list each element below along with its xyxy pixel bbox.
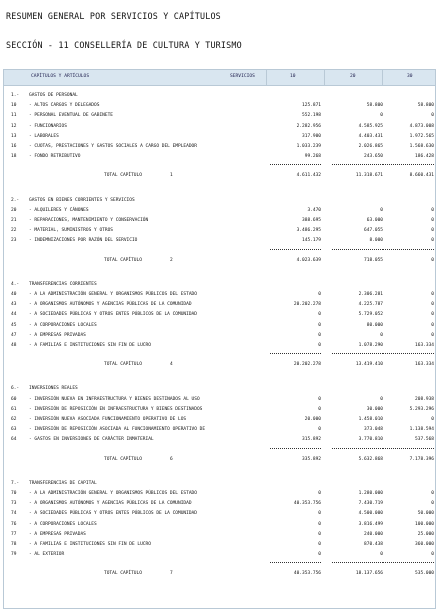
article-code: 43 [11, 302, 17, 308]
value-service-30: 25.000 [417, 531, 434, 537]
value-service-20: 30.000 [366, 406, 383, 412]
table-row [4, 415, 435, 425]
total-separator [4, 448, 435, 450]
article-code: 74 [11, 511, 17, 517]
header-divider [324, 70, 325, 85]
total-service-10: 40.353.756 [293, 571, 321, 577]
value-service-10: 0 [318, 406, 321, 412]
value-service-10: 20.000 [304, 417, 321, 422]
value-service-10: 388.695 [302, 218, 321, 223]
value-service-10: 99.268 [304, 154, 321, 160]
dotted-rule [332, 353, 383, 354]
article-description: - A FAMILIAS E INSTITUCIONES SIN FIN DE LUCRO [29, 343, 151, 348]
table-row [4, 520, 435, 530]
value-service-20: 5.729.052 [358, 312, 383, 318]
article-description: - FUNCIONARIOS [29, 123, 67, 129]
value-service-20: 0 [380, 552, 383, 558]
value-service-20: 243.650 [364, 154, 383, 160]
total-separator [4, 164, 435, 166]
table-row [4, 540, 435, 550]
table-row [4, 236, 435, 246]
value-service-30: 0 [431, 207, 434, 213]
value-service-30: 0 [431, 218, 434, 223]
total-service-10: 4.611.432 [296, 173, 321, 179]
dotted-rule [383, 562, 434, 563]
total-service-10: 335.892 [302, 456, 321, 462]
article-code: 45 [11, 322, 17, 328]
value-service-30: 360.000 [415, 542, 434, 547]
article-code: 44 [11, 312, 17, 318]
value-service-20: 4.500.000 [358, 511, 383, 517]
article-description: - ALTOS CARGOS Y DELEGADOS [29, 103, 100, 109]
chapter-total-row [4, 256, 435, 266]
value-service-10: 145.179 [302, 238, 321, 244]
total-service-20: 718.055 [364, 257, 383, 263]
article-description: - FONDO RETRIBUTIVO [29, 154, 81, 160]
value-service-20: 2.026.865 [358, 144, 383, 149]
value-service-20: 0 [380, 396, 383, 402]
chapter-code: 6.- [11, 386, 20, 392]
article-code: 12 [11, 123, 17, 129]
article-description: - A LA ADMINISTRACIÓN GENERAL Y ORGANISMOS PÚBLICOS DEL ESTADO [29, 292, 197, 297]
value-service-10: 40.353.756 [293, 501, 321, 507]
article-code: 18 [11, 154, 17, 160]
section-title: SECCIÓN - 11 CONSELLERÍA DE CULTURA Y TURISMO [6, 40, 242, 50]
page-title: RESUMEN GENERAL POR SERVICIOS Y CAPÍTULOS [6, 11, 221, 21]
table-row [4, 132, 435, 142]
article-description: - INVERSIÓN NUEVA EN INFRAESTRUCTURA Y BIENES DESTINADOS AL USO [29, 396, 200, 402]
value-service-20: 63.000 [366, 218, 383, 223]
value-service-20: 7.430.719 [358, 501, 383, 507]
article-description: - A CORPORACIONES LOCALES [29, 322, 97, 328]
chapter-heading [4, 384, 435, 394]
total-label: TOTAL CAPÍTULO [104, 571, 142, 577]
value-service-20: 1.458.010 [358, 417, 383, 422]
header-col-10: 10 [290, 74, 296, 79]
budget-table [3, 69, 436, 609]
article-description: - A LA ADMINISTRACIÓN GENERAL Y ORGANISMOS PÚBLICOS DEL ESTADO [29, 491, 197, 496]
chapter-name: TRANSFERENCIAS DE CAPITAL [29, 480, 97, 486]
value-service-30: 100.000 [415, 521, 434, 527]
value-service-10: 552.198 [302, 113, 321, 119]
table-row [4, 226, 435, 236]
total-service-30: 0 [431, 257, 434, 263]
table-row [4, 290, 435, 300]
value-service-30: 1.972.565 [409, 133, 434, 139]
article-description: - CUOTAS, PRESTACIONES Y GASTOS SOCIALES A CARGO DEL EMPLEADOR [29, 144, 197, 149]
article-description: - A SOCIEDADES PÚBLICAS Y OTROS ENTES PÚBLICOS DE LA COMUNIDAD [29, 312, 197, 318]
chapter-total-row [4, 171, 435, 181]
dotted-rule [332, 562, 383, 563]
value-service-20: 1.280.000 [358, 491, 383, 496]
header-divider [382, 70, 383, 85]
header-servicios: SERVICIOS [230, 74, 255, 79]
table-row [4, 395, 435, 405]
table-row [4, 101, 435, 111]
value-service-30: 0 [431, 501, 434, 507]
value-service-30: 0 [431, 552, 434, 558]
value-service-10: 125.871 [302, 103, 321, 109]
article-code: 47 [11, 332, 17, 338]
article-description: - INVERSIÓN NUEVA ASOCIADA FUNCIONAMIENTO OPERATIVO DE LOS [29, 417, 187, 422]
chapter-code: 4.- [11, 281, 20, 287]
value-service-30: 0 [431, 113, 434, 119]
chapter-name: TRANSFERENCIAS CORRIENTES [29, 281, 97, 287]
table-row [4, 425, 435, 435]
chapter-total-row [4, 455, 435, 465]
table-row [4, 152, 435, 162]
article-description: - A CORPORACIONES LOCALES [29, 521, 97, 527]
value-service-20: 1.078.290 [358, 343, 383, 348]
value-service-10: 0 [318, 312, 321, 318]
table-row [4, 206, 435, 216]
table-row [4, 142, 435, 152]
value-service-10: 3.470 [307, 207, 321, 213]
header-col-30: 30 [407, 74, 413, 79]
value-service-30: 0 [431, 491, 434, 496]
table-row [4, 550, 435, 560]
value-service-20: 0 [380, 332, 383, 338]
value-service-10: 317.900 [302, 133, 321, 139]
value-service-10: 3.486.295 [296, 228, 321, 234]
total-separator [4, 562, 435, 564]
table-row [4, 489, 435, 499]
total-service-20: 18.137.656 [355, 571, 383, 577]
article-code: 73 [11, 501, 17, 507]
article-description: - INVERSIÓN DE REPOSICIÓN ASOCIADA AL FUNCIONAMIENTO OPERATIVO DE [29, 427, 206, 433]
article-description: - A SOCIEDADES PÚBLICAS Y OTROS ENTES PÚBLICOS DE LA COMUNIDAD [29, 511, 197, 517]
article-description: - INDEMNIZACIONES POR RAZÓN DEL SERVICIO [29, 238, 138, 244]
chapter-name: GASTOS EN BIENES CORRIENTES Y SERVICIOS [29, 197, 135, 203]
table-row [4, 310, 435, 320]
value-service-20: 0 [380, 113, 383, 119]
dotted-rule [270, 353, 321, 354]
table-row [4, 300, 435, 310]
dotted-rule [270, 562, 321, 563]
article-code: 13 [11, 133, 17, 139]
article-code: 79 [11, 552, 17, 558]
value-service-30: 186.428 [415, 154, 434, 160]
value-service-30: 1.138.594 [409, 427, 434, 433]
article-description: - INVERSIÓN DE REPOSICIÓN EN INFRAESTRUCTURA Y BIENES DESTINADOS [29, 406, 203, 412]
article-code: 16 [11, 144, 17, 149]
header-divider [266, 70, 267, 85]
value-service-30: 163.334 [415, 343, 434, 348]
table-row [4, 435, 435, 445]
total-chapter-number: 2 [170, 257, 173, 263]
article-code: 11 [11, 113, 17, 119]
total-chapter-number: 6 [170, 456, 173, 462]
chapter-name: GASTOS DE PERSONAL [29, 93, 78, 98]
value-service-20: 0 [380, 207, 383, 213]
article-code: 40 [11, 292, 17, 297]
table-row [4, 331, 435, 341]
article-code: 48 [11, 343, 17, 348]
chapter-total-row [4, 569, 435, 579]
value-service-10: 2.282.956 [296, 123, 321, 129]
table-row [4, 111, 435, 121]
table-row [4, 216, 435, 226]
article-code: 21 [11, 218, 17, 223]
value-service-30: 0 [431, 312, 434, 318]
value-service-30: 0 [431, 417, 434, 422]
value-service-10: 20.202.278 [293, 302, 321, 308]
total-label: TOTAL CAPÍTULO [104, 257, 142, 263]
article-description: - A EMPRESAS PRIVADAS [29, 332, 86, 338]
article-code: 10 [11, 103, 17, 109]
dotted-rule [383, 448, 434, 449]
table-row [4, 509, 435, 519]
value-service-20: 4.225.787 [358, 302, 383, 308]
value-service-10: 0 [318, 427, 321, 433]
article-code: 76 [11, 521, 17, 527]
value-service-10: 0 [318, 511, 321, 517]
value-service-30: 0 [431, 238, 434, 244]
value-service-10: 0 [318, 521, 321, 527]
dotted-rule [270, 164, 321, 165]
total-separator [4, 249, 435, 251]
dotted-rule [332, 448, 383, 449]
value-service-30: 0 [431, 228, 434, 234]
article-description: - PERSONAL EVENTUAL DE GABINETE [29, 113, 113, 119]
value-service-10: 0 [318, 542, 321, 547]
article-code: 60 [11, 396, 17, 402]
value-service-30: 0 [431, 332, 434, 338]
article-description: - LABORALES [29, 133, 59, 139]
article-description: - AL EXTERIOR [29, 552, 65, 558]
value-service-30: 0 [431, 292, 434, 297]
dotted-rule [383, 353, 434, 354]
article-description: - A ORGANISMOS AUTÓNOMOS Y AGENCIAS PÚBLICAS DE LA COMUNIDAD [29, 302, 192, 308]
header-capitulos: CAPÍTULOS Y ARTÍCULOS [31, 74, 90, 79]
article-description: - A EMPRESAS PRIVADAS [29, 531, 86, 537]
total-chapter-number: 7 [170, 571, 173, 577]
value-service-20: 4.403.431 [358, 133, 383, 139]
article-description: - ALQUILERES Y CÁNONES [29, 207, 89, 213]
article-code: 61 [11, 406, 17, 412]
table-row [4, 530, 435, 540]
table-row [4, 321, 435, 331]
value-service-10: 0 [318, 292, 321, 297]
article-code: 77 [11, 531, 17, 537]
value-service-30: 0 [431, 322, 434, 328]
dotted-rule [383, 249, 434, 250]
value-service-30: 5.293.296 [409, 406, 434, 412]
total-label: TOTAL CAPÍTULO [104, 456, 142, 462]
article-description: - REPARACIONES, MANTENIMIENTO Y CONSERVACIÓN [29, 218, 149, 223]
article-code: 70 [11, 491, 17, 496]
total-service-30: 8.660.431 [409, 173, 434, 179]
chapter-code: 7.- [11, 480, 20, 486]
article-code: 64 [11, 437, 17, 443]
article-description: - MATERIAL, SUMINISTROS Y OTROS [29, 228, 113, 234]
chapter-heading [4, 479, 435, 489]
dotted-rule [270, 249, 321, 250]
article-code: 23 [11, 238, 17, 244]
value-service-30: 50.000 [417, 511, 434, 517]
header-col-20: 20 [350, 74, 356, 79]
value-service-20: 647.055 [364, 228, 383, 234]
value-service-30: 4.873.008 [409, 123, 434, 129]
article-code: 20 [11, 207, 17, 213]
chapter-total-row [4, 360, 435, 370]
value-service-10: 0 [318, 343, 321, 348]
chapter-heading [4, 91, 435, 101]
chapter-heading [4, 280, 435, 290]
value-service-30: 58.800 [417, 103, 434, 109]
value-service-30: 0 [431, 302, 434, 308]
total-chapter-number: 4 [170, 362, 173, 368]
total-separator [4, 353, 435, 355]
value-service-20: 240.000 [364, 531, 383, 537]
article-code: 63 [11, 427, 17, 433]
value-service-20: 4.585.925 [358, 123, 383, 129]
article-code: 78 [11, 542, 17, 547]
total-label: TOTAL CAPÍTULO [104, 173, 142, 179]
table-header [4, 70, 435, 86]
dotted-rule [383, 164, 434, 165]
dotted-rule [332, 249, 383, 250]
value-service-20: 870.438 [364, 542, 383, 547]
chapter-code: 2.- [11, 197, 20, 203]
value-service-10: 0 [318, 552, 321, 558]
table-row [4, 499, 435, 509]
total-service-20: 5.632.868 [358, 456, 383, 462]
total-chapter-number: 1 [170, 173, 173, 179]
value-service-20: 80.000 [366, 322, 383, 328]
value-service-20: 3.770.810 [358, 437, 383, 443]
value-service-20: 373.048 [364, 427, 383, 433]
value-service-30: 537.568 [415, 437, 434, 443]
article-description: - GASTOS EN INVERSIONES DE CARÁCTER INMATERIAL [29, 437, 154, 443]
value-service-10: 315.892 [302, 437, 321, 443]
value-service-10: 0 [318, 396, 321, 402]
value-service-30: 208.938 [415, 396, 434, 402]
total-service-10: 4.023.639 [296, 257, 321, 263]
chapter-name: INVERSIONES REALES [29, 386, 78, 392]
dotted-rule [270, 448, 321, 449]
total-service-10: 20.202.278 [293, 362, 321, 368]
value-service-20: 2.306.281 [358, 292, 383, 297]
total-service-20: 13.419.410 [355, 362, 383, 368]
table-row [4, 405, 435, 415]
chapter-code: 1.- [11, 93, 20, 98]
value-service-30: 1.568.630 [409, 144, 434, 149]
value-service-20: 3.816.499 [358, 521, 383, 527]
value-service-10: 0 [318, 332, 321, 338]
article-description: - A ORGANISMOS AUTÓNOMOS Y AGENCIAS PÚBLICAS DE LA COMUNIDAD [29, 501, 192, 507]
value-service-10: 0 [318, 322, 321, 328]
table-row [4, 122, 435, 132]
value-service-20: 58.800 [366, 103, 383, 109]
value-service-10: 0 [318, 531, 321, 537]
value-service-20: 8.000 [369, 238, 383, 244]
total-label: TOTAL CAPÍTULO [104, 362, 142, 368]
dotted-rule [332, 164, 383, 165]
total-service-30: 163.334 [415, 362, 434, 368]
article-description: - A FAMILIAS E INSTITUCIONES SIN FIN DE LUCRO [29, 542, 151, 547]
article-code: 62 [11, 417, 17, 422]
chapter-heading [4, 196, 435, 206]
total-service-30: 535.000 [415, 571, 434, 577]
total-service-30: 7.178.396 [409, 456, 434, 462]
value-service-10: 1.033.239 [296, 144, 321, 149]
article-code: 22 [11, 228, 17, 234]
table-row [4, 341, 435, 351]
value-service-10: 0 [318, 491, 321, 496]
total-service-20: 11.318.671 [355, 173, 383, 179]
